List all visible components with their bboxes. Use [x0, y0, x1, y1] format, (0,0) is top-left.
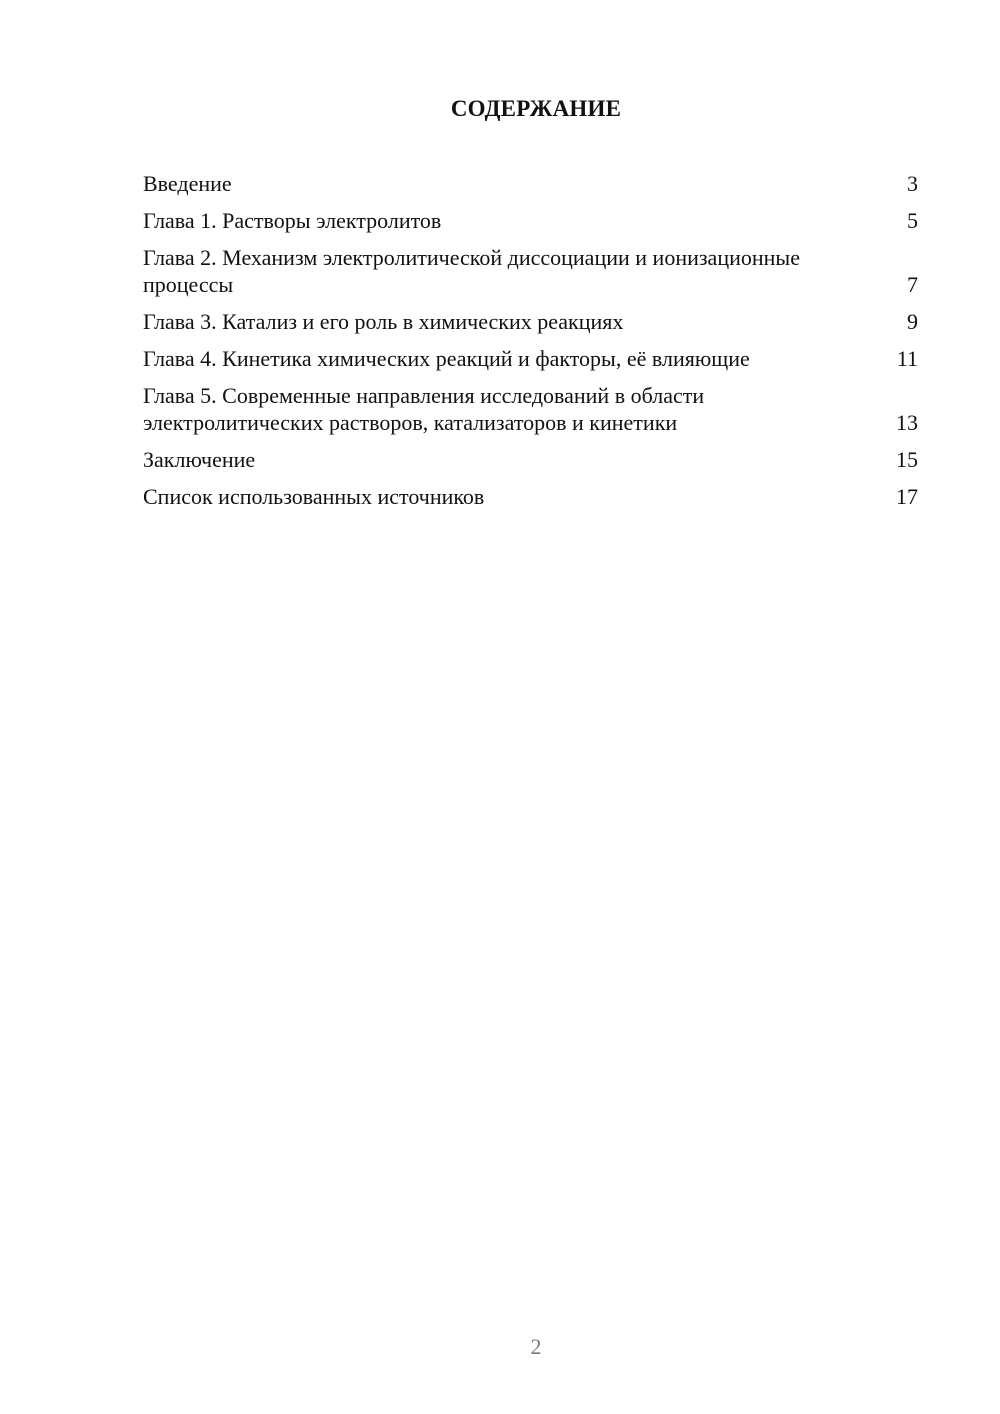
toc-entry-page: 7 [907, 272, 918, 297]
table-of-contents [143, 170, 918, 520]
toc-entry-page: 9 [907, 309, 918, 334]
toc-entry-chapter-3 [143, 308, 918, 335]
toc-entry-page: 3 [907, 171, 918, 196]
toc-entry-conclusion [143, 446, 918, 473]
toc-entry-text: Список использованных источников [143, 484, 485, 509]
toc-entry-chapter-2 [143, 244, 918, 298]
toc-entry-page: 11 [896, 346, 918, 371]
toc-entry-page: 17 [896, 484, 918, 509]
page-number: 2 [530, 1334, 542, 1359]
toc-entry-chapter-5 [143, 382, 918, 436]
toc-entry-text: Глава 5. Современные направления исследований в области электролитических растворов, катализаторов и кинетики [143, 383, 705, 435]
toc-entry-introduction [143, 170, 918, 197]
toc-entry-page: 5 [907, 208, 918, 233]
page-title: СОДЕРЖАНИЕ [450, 96, 622, 121]
toc-entry-references [143, 483, 918, 510]
toc-entry-text: Глава 1. Растворы электролитов [143, 208, 442, 233]
toc-entry-text: Глава 3. Катализ и его роль в химических реакциях [143, 309, 624, 334]
toc-entry-text: Заключение [143, 447, 256, 472]
toc-entry-text: Введение [143, 171, 232, 196]
toc-entry-text: Глава 2. Механизм электролитической диссоциации и ионизационные процессы [143, 245, 800, 297]
toc-entry-text: Глава 4. Кинетика химических реакций и факторы, её влияющие [143, 346, 750, 371]
toc-entry-page: 13 [896, 410, 918, 435]
toc-entry-page: 15 [896, 447, 918, 472]
toc-entry-chapter-4 [143, 345, 918, 372]
toc-entry-chapter-1 [143, 207, 918, 234]
